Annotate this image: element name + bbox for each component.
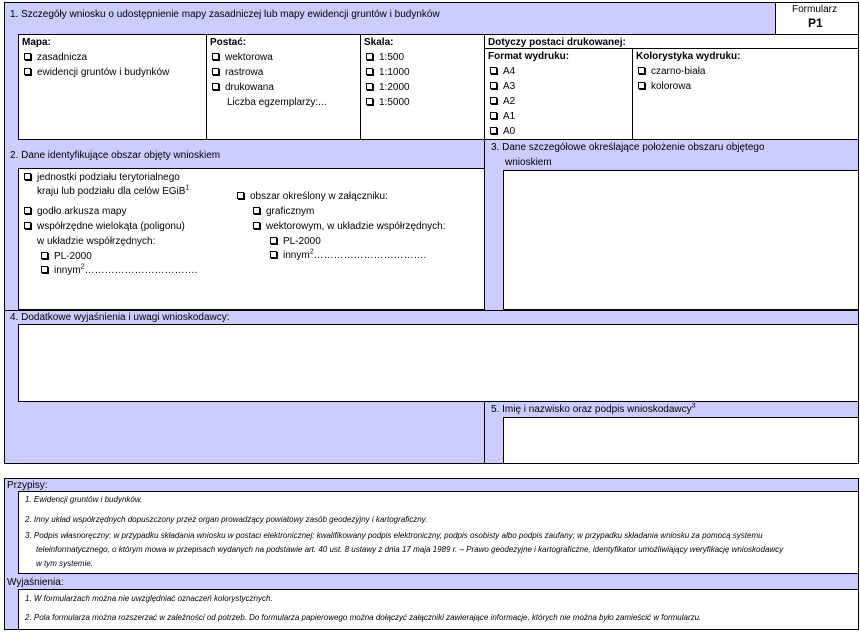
format-option-a2[interactable]: A2 (490, 96, 515, 108)
sheet-option[interactable]: godło arkusza mapy (24, 206, 127, 218)
przypisy-title: Przypisy: (7, 480, 48, 491)
checkbox-icon[interactable] (366, 98, 373, 105)
checkbox-icon[interactable] (24, 207, 31, 214)
checkbox-icon[interactable] (24, 173, 31, 180)
format-option-a3[interactable]: A3 (490, 81, 515, 93)
checkbox-icon[interactable] (212, 53, 219, 60)
section4-input[interactable] (18, 324, 859, 402)
checkbox-icon[interactable] (24, 53, 31, 60)
skala-option-2000[interactable]: 1:2000 (366, 82, 410, 94)
formularz-label: Formularz (792, 4, 838, 15)
signature-input[interactable] (503, 417, 859, 464)
wyjasnienie-2: 2. Pola formularza można rozszerzać w zależności od potrzeb. Do formularza papierowego można dołączyć załączniki zawierające informacje, których nie można było zamieścić w formularzu. (25, 613, 702, 622)
section2-title: 2. Dane identyfikujące obszar objęty wnioskiem (10, 150, 221, 161)
checkbox-icon[interactable] (366, 53, 373, 60)
postac-option-wektorowa[interactable]: wektorowa (212, 52, 273, 64)
postac-option-rastrowa[interactable]: rastrowa (212, 67, 263, 79)
color-title: Kolorystyka wydruku: (636, 51, 741, 62)
format-option-a4[interactable]: A4 (490, 66, 515, 78)
przypis-3-line1: 3. Podpis własnoręczny; w przypadku składania wniosku w postaci elektronicznej: kwalifikowany podpis elektroniczny, podpis osobisty albo podpis zaufany; w przypadku składania wniosku za pomocą systemu (25, 531, 763, 540)
skala-option-5000[interactable]: 1:5000 (366, 97, 410, 109)
checkbox-icon[interactable] (24, 222, 31, 229)
wyjasnienie-1: 1. W formularzach można nie uwzględniać oznaczeń kolorystycznych. (25, 594, 273, 603)
section5-title: 5. Imię i nazwisko oraz podpis wnioskodawcy$^3$ (491, 402, 696, 415)
checkbox-icon[interactable] (41, 266, 48, 273)
checkbox-icon[interactable] (24, 68, 31, 75)
druk-title: Dotyczy postaci drukowanej: (488, 37, 626, 48)
skala-title: Skala: (364, 37, 394, 48)
checkbox-icon[interactable] (212, 83, 219, 90)
polygon-line2: w układzie współrzędnych: (37, 236, 156, 247)
format-title: Format wydruku: (488, 51, 570, 62)
checkbox-icon[interactable] (270, 251, 277, 258)
checkbox-icon[interactable] (212, 68, 219, 75)
color-option-bw[interactable]: czarno-biała (638, 66, 705, 78)
postac-option-drukowana[interactable]: drukowana (212, 82, 274, 94)
checkbox-icon[interactable] (638, 67, 645, 74)
graphic-option[interactable]: graficznym (253, 206, 314, 218)
section1-title: 1. Szczegóły wniosku o udostępnienie mapy zasadniczej lub mapy ewidencji gruntów i budynków (10, 9, 440, 20)
przypis-3-line3: w tym systemie. (36, 559, 93, 568)
mapa-option-zasadnicza[interactable]: zasadnicza (24, 52, 87, 64)
section1-table (18, 34, 859, 140)
skala-option-500[interactable]: 1:500 (366, 52, 404, 64)
format-option-a0[interactable]: A0 (490, 126, 515, 138)
section4-title: 4. Dodatkowe wyjaśnienia i uwagi wnioskodawcy: (10, 312, 230, 323)
color-option-color[interactable]: kolorowa (638, 81, 691, 93)
formularz-code: P1 (808, 16, 823, 30)
przypis-2: 2. Inny układ współrzędnych dopuszczony przez organ prowadzący powiatowy zasób geodezyjny i kartograficzny. (25, 515, 428, 524)
checkbox-icon[interactable] (638, 82, 645, 89)
checkbox-icon[interactable] (366, 68, 373, 75)
polygon-other-option[interactable]: innym$^2$……………………………. (41, 265, 197, 277)
checkbox-icon[interactable] (253, 222, 260, 229)
format-option-a1[interactable]: A1 (490, 111, 515, 123)
postac-title: Postać: (210, 37, 247, 48)
checkbox-icon[interactable] (366, 83, 373, 90)
mapa-title: Mapa: (22, 37, 51, 48)
checkbox-icon[interactable] (490, 82, 497, 89)
checkbox-icon[interactable] (237, 192, 244, 199)
area-units-option[interactable]: jednostki podziału terytorialnego (24, 172, 180, 184)
section3-title-line2: wnioskiem (505, 157, 552, 168)
vector-option[interactable]: wektorowym, w układzie współrzędnych: (253, 221, 446, 233)
checkbox-icon[interactable] (490, 67, 497, 74)
section3-title-line1: 3. Dane szczegółowe określające położenie obszaru objętego (491, 142, 765, 153)
skala-option-1000[interactable]: 1:1000 (366, 67, 410, 79)
przypis-3-line2: teleinformatycznego, o którym mowa w przepisach wydanych na podstawie art. 40 ust. 8 ustawy z dnia 17 maja 1989 r. – Prawo geodezyjne i kartograficzne, identyfikator umożliwiający weryfikację wnioskodawcy (36, 545, 784, 554)
checkbox-icon[interactable] (270, 237, 277, 244)
checkbox-icon[interactable] (41, 252, 48, 259)
copies-field[interactable]: Liczba egzemplarzy:... (227, 97, 327, 108)
checkbox-icon[interactable] (253, 207, 260, 214)
attachment-option[interactable]: obszar określony w załączniku: (237, 191, 388, 203)
section3-input[interactable] (503, 170, 859, 310)
wyjasnienia-title: Wyjaśnienia: (7, 577, 64, 588)
area-units-line2: kraju lub podziału dla celów EGiB$^1$ (37, 184, 190, 197)
przypis-1: 1. Ewidencji gruntów i budynków. (25, 495, 143, 504)
checkbox-icon[interactable] (490, 112, 497, 119)
mapa-option-egib[interactable]: ewidencji gruntów i budynków (24, 67, 169, 79)
polygon-option[interactable]: współrzędne wielokąta (poligonu) (24, 221, 185, 233)
vector-other-option[interactable]: innym$^2$……………………………. (270, 250, 426, 262)
vector-pl2000-option[interactable]: PL-2000 (270, 236, 321, 248)
checkbox-icon[interactable] (490, 127, 497, 134)
polygon-pl2000-option[interactable]: PL-2000 (41, 251, 92, 263)
checkbox-icon[interactable] (490, 97, 497, 104)
